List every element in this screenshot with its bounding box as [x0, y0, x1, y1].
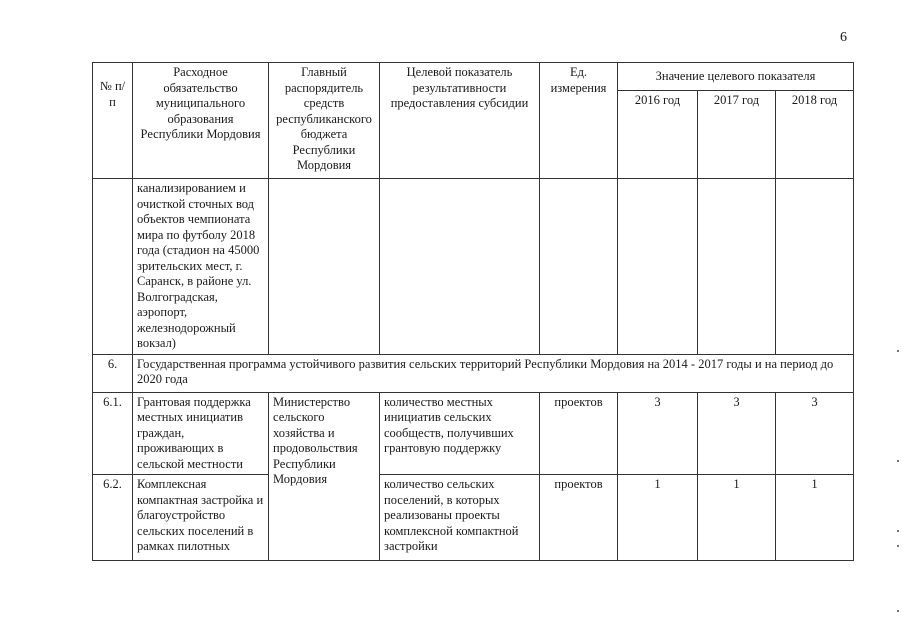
header-unit: Ед. измерения — [540, 63, 618, 179]
header-main-manager: Главный распорядитель средств республиканского бюджета Республики Мордовия — [269, 63, 380, 179]
continuation-row — [93, 179, 854, 355]
row-expense: Грантовая поддержка местных инициатив граждан, проживающих в сельской местности — [133, 392, 269, 475]
row-unit: проектов — [540, 475, 618, 561]
section-num: 6. — [93, 354, 133, 392]
header-expense-obligation: Расходное обязательство муниципального образования Республики Мордовия — [133, 63, 269, 179]
continuation-expense: канализированием и очисткой сточных вод объектов чемпионата мира по футболу 2018 года (стадион на 45000 зрительских мест, г. Саранск, в районе ул. Волгоградская, аэропорт, железнодорожный вокзал) — [133, 179, 269, 355]
header-year-2016: 2016 год — [618, 91, 698, 179]
continuation-indicator — [380, 179, 540, 355]
header-target-indicator: Целевой показатель результативности предоставления субсидии — [380, 63, 540, 179]
table-row — [93, 475, 854, 561]
row-value-2016: 3 — [618, 392, 698, 475]
section-row — [93, 354, 854, 392]
row-num: 6.1. — [93, 392, 133, 475]
continuation-manager — [269, 179, 380, 355]
target-indicators-table — [92, 62, 854, 561]
row-value-2018: 1 — [776, 475, 854, 561]
row-expense: Комплексная компактная застройка и благоустройство сельских поселений в рамках пилотных — [133, 475, 269, 561]
row-indicator: количество местных инициатив сельских сообществ, получивших грантовую поддержку — [380, 392, 540, 475]
row-value-2017: 3 — [698, 392, 776, 475]
scan-artifacts — [895, 340, 901, 630]
continuation-2016 — [618, 179, 698, 355]
header-year-2018: 2018 год — [776, 91, 854, 179]
header-year-2017: 2017 год — [698, 91, 776, 179]
row-value-2016: 1 — [618, 475, 698, 561]
header-num: № п/п — [93, 63, 133, 179]
row-indicator: количество сельских поселений, в которых реализованы проекты комплексной компактной застройки — [380, 475, 540, 561]
section-title: Государственная программа устойчивого развития сельских территорий Республики Мордовия на 2014 - 2017 годы и на период до 2020 года — [133, 354, 854, 392]
table-row — [93, 392, 854, 475]
continuation-num — [93, 179, 133, 355]
header-row — [93, 63, 854, 91]
row-manager: Министерство сельского хозяйства и продовольствия Республики Мордовия — [269, 392, 380, 561]
header-value-group: Значение целевого показателя — [618, 63, 854, 91]
row-num: 6.2. — [93, 475, 133, 561]
page-number: 6 — [840, 30, 847, 45]
continuation-2017 — [698, 179, 776, 355]
continuation-2018 — [776, 179, 854, 355]
row-unit: проектов — [540, 392, 618, 475]
row-value-2018: 3 — [776, 392, 854, 475]
row-value-2017: 1 — [698, 475, 776, 561]
continuation-unit — [540, 179, 618, 355]
